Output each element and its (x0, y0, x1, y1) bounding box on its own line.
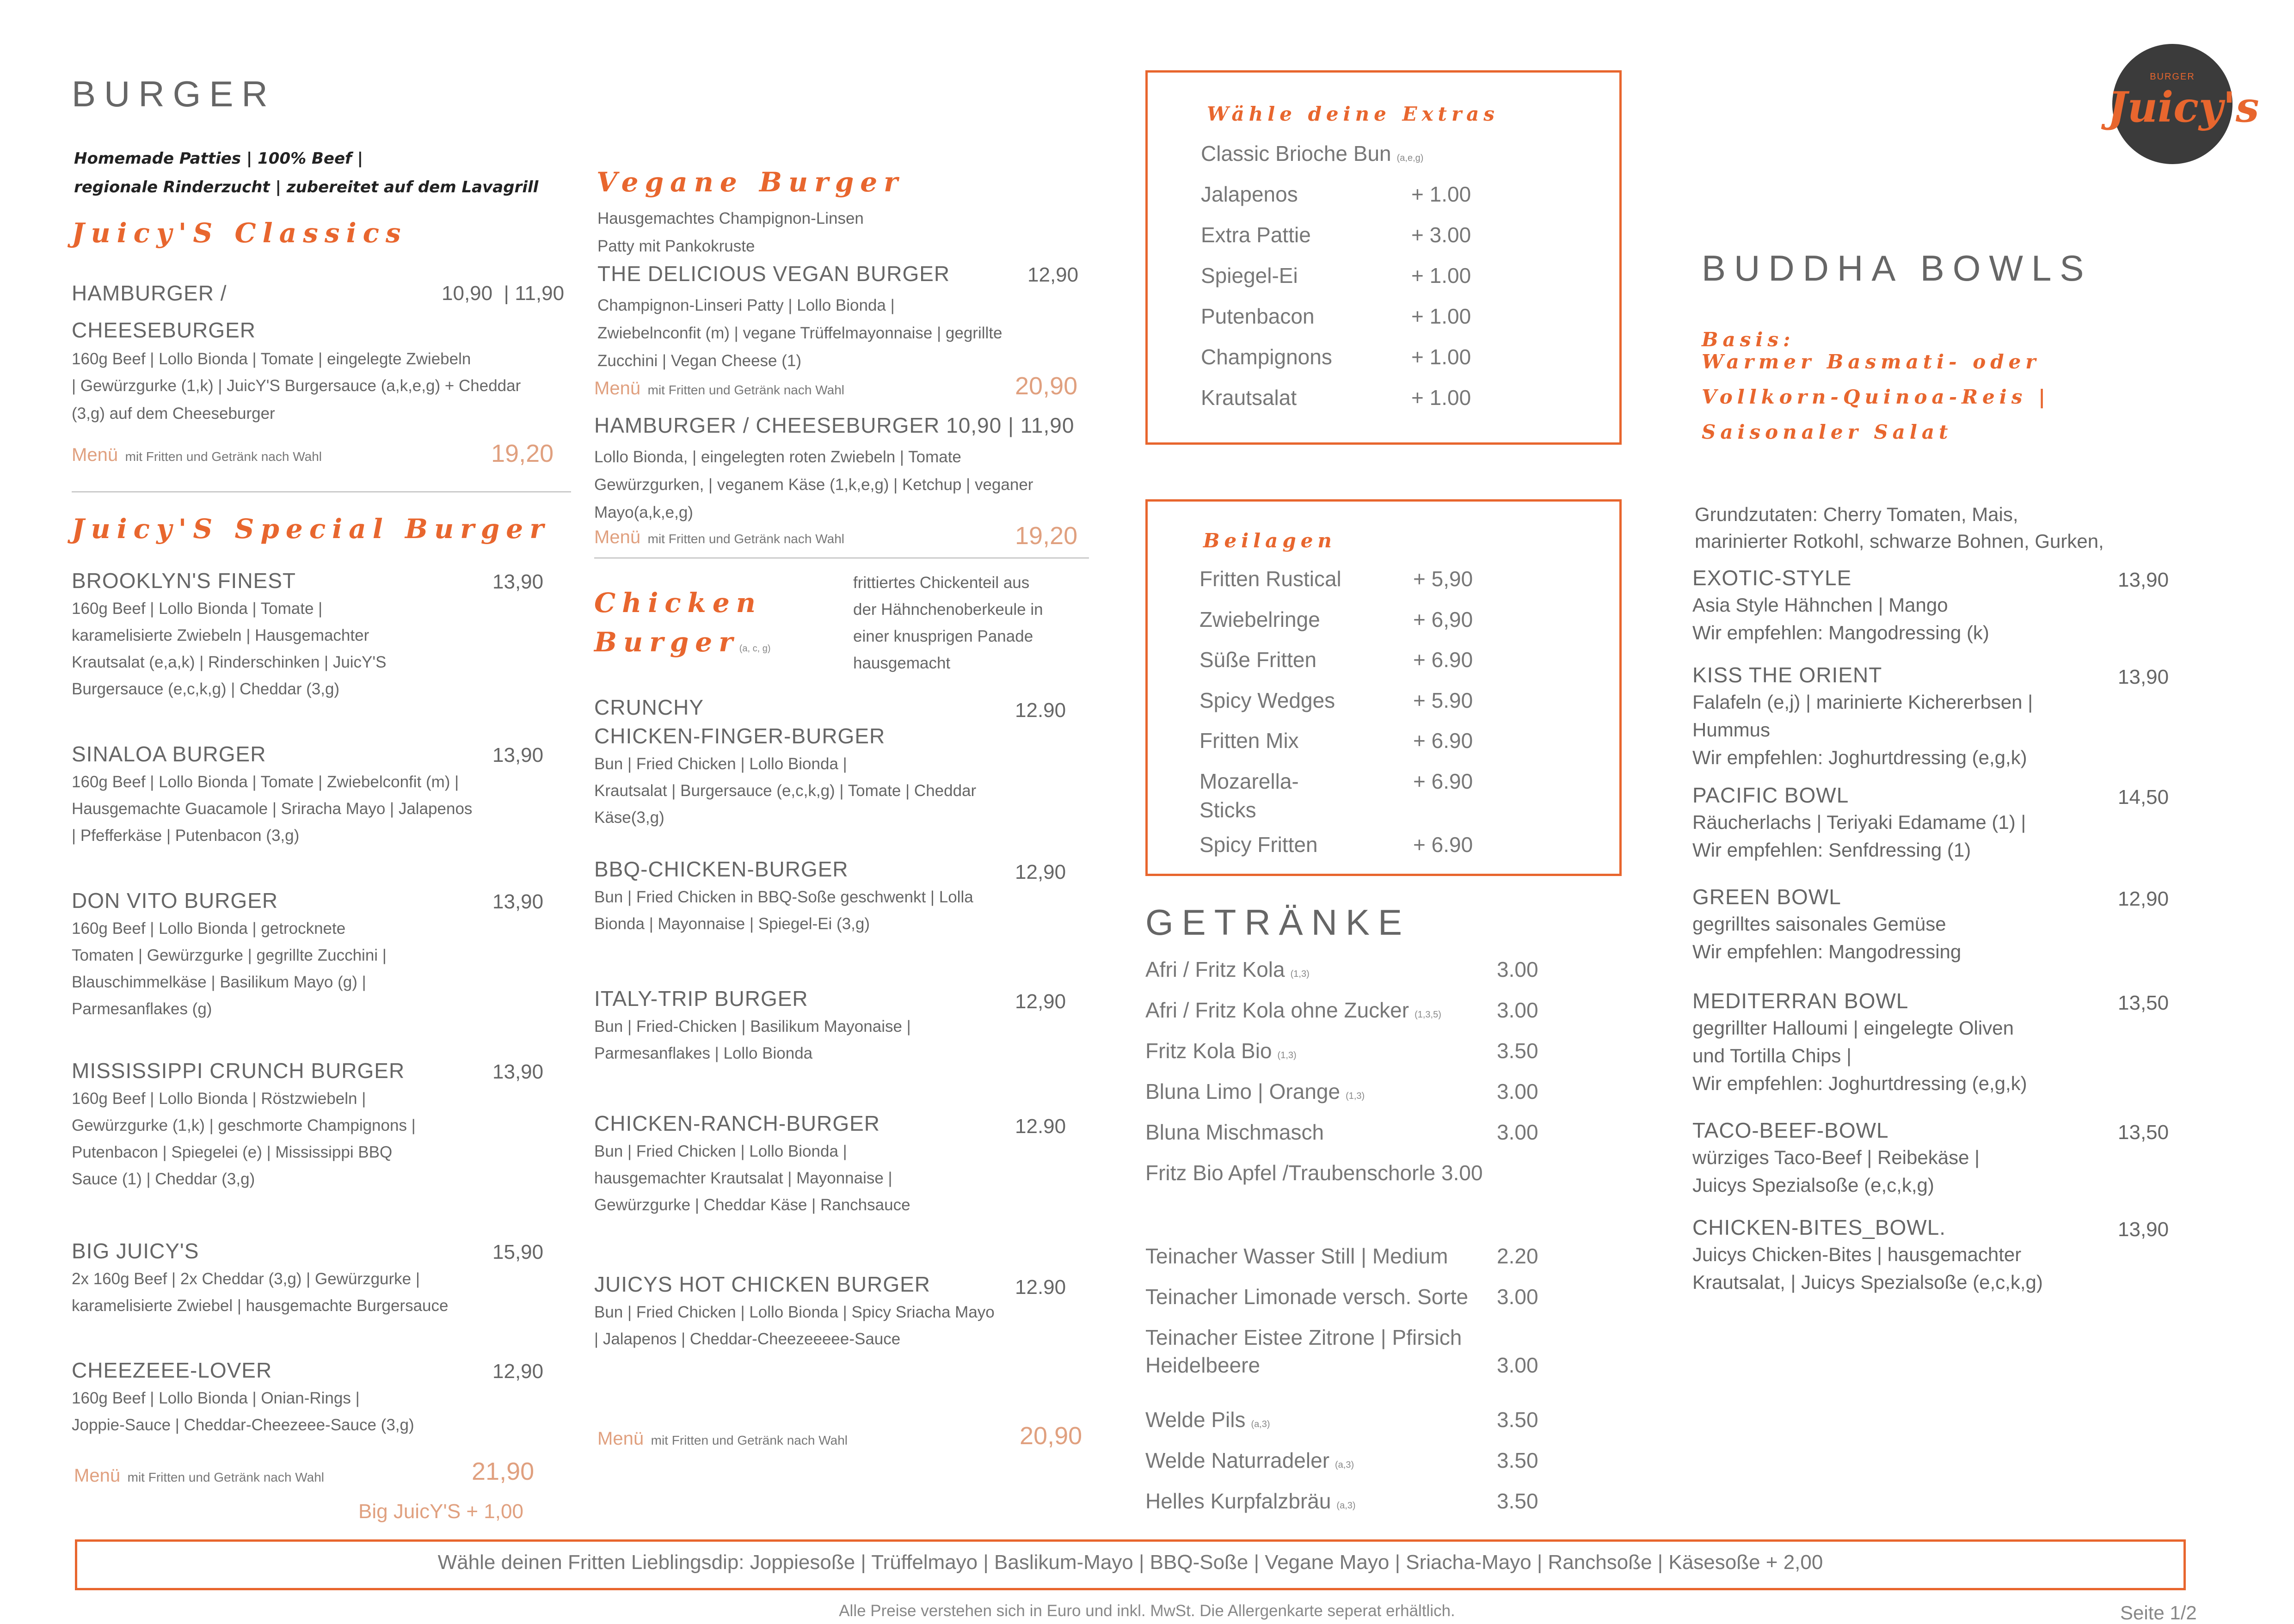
vegan-item-2-desc-1: Lollo Bionda, | eingelegten roten Zwiebeln | Tomate (594, 448, 961, 466)
getraenke-row-price: 3.00 (1497, 998, 1538, 1022)
beilagen-box (1145, 499, 1622, 876)
extras-box (1145, 70, 1622, 445)
bowl-item-desc: würziges Taco-Beef | Reibekäse | (1692, 1146, 1980, 1168)
beilagen-row-name: Süße Fritten (1199, 648, 1317, 672)
bowl-item-desc: Räucherlachs | Teriyaki Edamame (1) | (1692, 811, 2026, 833)
bowls-grund-1: Grundzutaten: Cherry Tomaten, Mais, (1695, 503, 2018, 525)
vegan-item-1-desc-3: Zucchini | Vegan Cheese (1) (597, 352, 802, 370)
chicken-item-name: BBQ-CHICKEN-BURGER (594, 857, 849, 881)
classic-menu-label: Menü (72, 445, 118, 465)
extras-row-name (1201, 344, 1332, 369)
logo-text: Juicy's (2108, 83, 2259, 132)
bowl-item-price: 14,50 (2118, 786, 2169, 809)
getraenke-row-label: Teinacher Limonade versch. Sorte (1145, 1285, 1469, 1309)
getraenke-row-sup: (a,3) (1336, 1501, 1356, 1511)
dip-bar-text: Wähle deinen Fritten Lieblingsdip: Joppiesoße | Trüffelmayo | Baslikum-Mayo | BBQ-Soße | Vegane Mayo | Sriacha-Mayo | Ranchsoße | Käsesoße + 2,00 (437, 1551, 1823, 1574)
special-menu-line (74, 1465, 324, 1486)
extras-row-price: + 1.00 (1411, 345, 1471, 369)
bowl-item-price: 13,50 (2118, 1121, 2169, 1144)
bowl-item-desc: Juicys Chicken-Bites | hausgemachter (1692, 1244, 2022, 1265)
getraenke-row-name (1145, 1407, 1270, 1432)
classic-menu-price: 19,20 (491, 440, 554, 467)
chicken-note-line: einer knusprigen Panade (853, 627, 1033, 645)
getraenke-row-name (1145, 957, 1310, 982)
special-menu-label: Menü (74, 1465, 121, 1486)
bowl-item-desc: Wir empfehlen: Joghurtdressing (e,g,k) (1692, 1072, 2027, 1094)
footer-note: Alle Preise verstehen sich in Euro und inkl. MwSt. Die Allergenkarte seperat erhältlich. (839, 1602, 1455, 1620)
extras-row-price: + 1.00 (1411, 304, 1471, 328)
vegan-item-1-desc-2: Zwiebelnconfit (m) | vegane Trüffelmayonnaise | gegrillte (597, 324, 1002, 342)
getraenke-row-label: Teinacher Wasser Still | Medium (1145, 1244, 1448, 1268)
vegan-menu-1-price: 20,90 (1015, 372, 1078, 400)
bowl-item-price: 13,90 (2118, 1218, 2169, 1241)
classic-name-1: HAMBURGER / (72, 281, 227, 305)
bowl-item-name: KISS THE ORIENT (1692, 663, 1882, 687)
vegan-item-1-desc-1: Champignon-Linseri Patty | Lollo Bionda | (597, 296, 895, 314)
getraenke-row-name (1145, 1079, 1365, 1104)
special-item-price: 13,90 (492, 744, 544, 766)
special-item-desc: 160g Beef | Lollo Bionda | getrocknete (72, 919, 346, 938)
special-item-name: SINALOA BURGER (72, 742, 266, 766)
getraenke-row-sup: (1,3) (1290, 969, 1310, 979)
special-item-desc: 2x 160g Beef | 2x Cheddar (3,g) | Gewürzgurke | (72, 1270, 420, 1288)
bowls-basis-2: Warmer Basmati- oder (1702, 350, 2041, 373)
beilagen-row-name: Spicy Wedges (1199, 688, 1335, 712)
page-number: Seite 1/2 (2120, 1602, 2197, 1624)
beilagen-row-name: Fritten Rustical (1199, 567, 1341, 591)
chicken-item-desc: Bun | Fried Chicken | Lollo Bionda | (594, 1142, 847, 1160)
getraenke-row-price: 3.50 (1497, 1408, 1538, 1432)
chicken-item-price: 12.90 (1015, 699, 1066, 722)
getraenke-row-name (1145, 1448, 1354, 1473)
bowl-item-name: GREEN BOWL (1692, 885, 1841, 909)
extras-row-name (1201, 385, 1297, 410)
bowl-item-desc: Hummus (1692, 719, 1771, 741)
special-item-desc: 160g Beef | Lollo Bionda | Onian-Rings | (72, 1389, 360, 1407)
classics-title: Juicy'S Classics (72, 217, 407, 249)
chicken-item-price: 12,90 (1015, 990, 1066, 1013)
bowl-item-name: TACO-BEEF-BOWL (1692, 1118, 1889, 1142)
special-item-name: BROOKLYN'S FINEST (72, 569, 296, 593)
extras-row-name (1201, 222, 1311, 247)
chicken-item-desc: hausgemachter Krautsalat | Mayonnaise | (594, 1169, 892, 1187)
extras-row-label: Champignons (1201, 345, 1332, 369)
big-juicys-extra: Big JuicY'S + 1,00 (358, 1500, 523, 1523)
special-item-desc: 160g Beef | Lollo Bionda | Tomate | (72, 600, 323, 618)
extras-row-name (1201, 304, 1315, 329)
getraenke-row-name (1145, 1160, 1483, 1185)
bowl-item-desc: Falafeln (e,j) | marinierte Kichererbsen | (1692, 691, 2033, 713)
beilagen-row-price: + 6.90 (1413, 729, 1473, 753)
beilagen-row-price: + 6.90 (1413, 769, 1473, 793)
beilagen-row-price: + 6.90 (1413, 833, 1473, 857)
extras-row-label: Krautsalat (1201, 386, 1297, 410)
chicken-item-price: 12.90 (1015, 1276, 1066, 1299)
special-item-price: 13,90 (492, 1060, 544, 1083)
bowl-item-desc: gegrillter Halloumi | eingelegte Oliven (1692, 1017, 2014, 1039)
vegan-menu-2-price: 19,20 (1015, 522, 1078, 550)
chicken-item-price: 12,90 (1015, 861, 1066, 883)
beilagen-row-name: Spicy Fritten (1199, 833, 1318, 857)
special-item-desc: Blauschimmelkäse | Basilikum Mayo (g) | (72, 973, 366, 991)
extras-row-price: + 3.00 (1411, 223, 1471, 247)
chicken-item-desc: Bun | Fried Chicken in BBQ-Soße geschwenkt | Lolla (594, 888, 973, 906)
chicken-item-price: 12.90 (1015, 1115, 1066, 1138)
getraenke-row-name (1145, 998, 1441, 1023)
special-item-desc: Krautsalat (e,a,k) | Rinderschinken | JuicY'S (72, 653, 387, 671)
extras-row-price: + 1.00 (1411, 264, 1471, 288)
bowl-item-price: 12,90 (2118, 888, 2169, 910)
getraenke-row-name (1145, 1489, 1356, 1514)
extras-row-label: Putenbacon (1201, 304, 1315, 328)
vegan-menu-2-label: Menü (594, 527, 641, 547)
bowl-item-name: EXOTIC-STYLE (1692, 566, 1852, 590)
getraenke-row-label: Fritz Bio Apfel /Traubenschorle 3.00 (1145, 1161, 1483, 1185)
special-item-desc: Parmesanflakes (g) (72, 1000, 212, 1018)
bowls-basis-3: Vollkorn-Quinoa-Reis | (1702, 386, 2050, 408)
bowl-item-desc: Wir empfehlen: Joghurtdressing (e,g,k) (1692, 747, 2027, 768)
chicken-item-desc: Krautsalat | Burgersauce (e,c,k,g) | Tomate | Cheddar (594, 782, 977, 800)
bowl-item-desc: Krautsalat, | Juicys Spezialsoße (e,c,k,g) (1692, 1271, 2043, 1293)
getraenke-row-sup: (1,3) (1277, 1050, 1297, 1060)
bowl-item-name: CHICKEN-BITES_BOWL. (1692, 1215, 1946, 1239)
bowl-item-desc: und Tortilla Chips | (1692, 1045, 1851, 1066)
chicken-item-desc: Bun | Fried Chicken | Lollo Bionda | (594, 755, 847, 773)
extras-row-price: + 1.00 (1411, 386, 1471, 410)
special-item-desc: Hausgemachte Guacamole | Sriracha Mayo | Jalapenos (72, 800, 473, 818)
special-item-desc: 160g Beef | Lollo Bionda | Tomate | Zwiebelconfit (m) | (72, 773, 459, 791)
beilagen-row-name: Fritten Mix (1199, 729, 1299, 753)
chicken-item-desc: Käse(3,g) (594, 809, 664, 827)
getraenke-row-price: 3.50 (1497, 1489, 1538, 1513)
dip-bar (75, 1539, 2186, 1590)
special-item-desc: | Pfefferkäse | Putenbacon (3,g) (72, 827, 300, 845)
beilagen-row-price: + 6.90 (1413, 648, 1473, 672)
special-item-desc: Sauce (1) | Cheddar (3,g) (72, 1170, 255, 1188)
beilagen-row-price: + 5,90 (1413, 567, 1473, 591)
special-item-price: 13,90 (492, 570, 544, 593)
chicken-note-line: frittiertes Chickenteil aus (853, 574, 1030, 592)
getraenke-row-label: Bluna Mischmasch (1145, 1120, 1324, 1144)
classic-price: 10,90 | 11,90 (442, 282, 565, 305)
vegan-title: Vegane Burger (597, 166, 904, 198)
logo-small-text: BURGER (2150, 72, 2195, 82)
classic-desc-3: (3,g) auf dem Cheeseburger (72, 404, 275, 423)
special-menu-text: mit Fritten und Getränk nach Wahl (127, 1470, 324, 1484)
extras-row-name (1201, 263, 1298, 288)
special-item-desc: Burgersauce (e,c,k,g) | Cheddar (3,g) (72, 680, 340, 698)
getraenke-row-price: 3.00 (1497, 1353, 1538, 1377)
vegan-item-2-desc-3: Mayo(a,k,e,g) (594, 503, 693, 521)
getraenke-row-label: Afri / Fritz Kola ohne Zucker (1145, 998, 1409, 1022)
chicken-item-desc: Bun | Fried-Chicken | Basilikum Mayonaise | (594, 1017, 911, 1036)
getraenke-row-sup: (a,3) (1335, 1460, 1354, 1470)
getraenke-row-name (1145, 1325, 1462, 1350)
extras-row-label: Extra Pattie (1201, 223, 1311, 247)
vegan-item-2-desc-2: Gewürzgurken, | veganem Käse (1,k,e,g) | Ketchup | veganer (594, 476, 1033, 494)
vegan-intro-1: Hausgemachtes Champignon-Linsen (597, 209, 864, 227)
vegan-menu-1-text: mit Fritten und Getränk nach Wahl (647, 383, 844, 397)
chicken-menu-text: mit Fritten und Getränk nach Wahl (651, 1433, 848, 1447)
vegan-item-1-name: THE DELICIOUS VEGAN BURGER (597, 262, 950, 286)
bowls-title: BUDDHA BOWLS (1702, 248, 2092, 288)
chicken-item-desc: Parmesanflakes | Lollo Bionda (594, 1044, 813, 1062)
getraenke-row-name (1145, 1284, 1468, 1309)
extras-row-label: Classic Brioche Bun (1201, 141, 1391, 165)
chicken-item-desc: Bun | Fried Chicken | Lollo Bionda | Spicy Sriacha Mayo (594, 1303, 995, 1321)
getraenke-row-name (1145, 1244, 1448, 1269)
vegan-menu-2-line (594, 527, 844, 548)
classic-divider (72, 491, 571, 492)
getraenke-row-label: Afri / Fritz Kola (1145, 957, 1285, 981)
chicken-item-desc: Gewürzgurke | Cheddar Käse | Ranchsauce (594, 1196, 910, 1214)
beilagen-row-name: Sticks (1199, 798, 1256, 822)
getraenke-row-price: 2.20 (1497, 1244, 1538, 1268)
beilagen-row-price: + 6,90 (1413, 607, 1473, 631)
chicken-menu-label: Menü (597, 1428, 644, 1449)
special-item-name: MISSISSIPPI CRUNCH BURGER (72, 1059, 405, 1083)
burger-intro-1: Homemade Patties | 100% Beef | (74, 149, 363, 168)
bowls-grund-2: marinierter Rotkohl, schwarze Bohnen, Gurken, (1695, 530, 2104, 552)
extras-title: Wähle deine Extras (1207, 103, 1499, 125)
getraenke-row-name (1145, 1038, 1297, 1063)
beilagen-row-name: Zwiebelringe (1199, 607, 1320, 631)
chicken-note-line: der Hähnchenoberkeule in (853, 601, 1043, 619)
classic-desc-2: | Gewürzgurke (1,k) | JuicY'S Burgersauce (a,k,e,g) + Cheddar (72, 377, 521, 395)
chicken-item-name: CRUNCHY (594, 695, 704, 719)
bowls-basis-4: Saisonaler Salat (1702, 421, 1953, 443)
vegan-item-1-price: 12,90 (1027, 264, 1079, 286)
special-item-desc: karamelisierte Zwiebel | hausgemachte Burgersauce (72, 1297, 449, 1315)
getraenke-row-name (1145, 1353, 1260, 1378)
special-item-name: CHEEZEEE-LOVER (72, 1358, 272, 1382)
chicken-title-1: Chicken (594, 587, 762, 619)
bowl-item-price: 13,50 (2118, 992, 2169, 1014)
classic-desc-1: 160g Beef | Lollo Bionda | Tomate | eingelegte Zwiebeln (72, 350, 471, 368)
chicken-menu-price: 20,90 (1020, 1422, 1082, 1450)
getraenke-row-label: Heidelbeere (1145, 1353, 1261, 1377)
chicken-title-2 (594, 626, 771, 658)
chicken-note-line: hausgemacht (853, 654, 951, 672)
bowl-item-price: 13,90 (2118, 569, 2169, 591)
getraenke-row-label: Welde Pils (1145, 1408, 1246, 1432)
getraenke-row-label: Helles Kurpfalzbräu (1145, 1489, 1331, 1513)
getraenke-row-sup: (a,3) (1251, 1419, 1270, 1429)
classic-menu-line (72, 445, 322, 466)
bowl-item-name: MEDITERRAN BOWL (1692, 989, 1909, 1013)
getraenke-row-sup: (1,3) (1346, 1091, 1365, 1101)
bowl-item-name: PACIFIC BOWL (1692, 783, 1849, 807)
extras-row-sup: (a,e,g) (1396, 153, 1424, 163)
extras-row-name (1201, 141, 1423, 166)
special-item-desc: karamelisierte Zwiebeln | Hausgemachter (72, 626, 369, 644)
chicken-item-name-2: CHICKEN-FINGER-BURGER (594, 724, 886, 748)
getraenke-row-price: 3.00 (1497, 1120, 1538, 1144)
chicken-item-desc: | Jalapenos | Cheddar-Cheezeeeee-Sauce (594, 1330, 901, 1348)
special-item-price: 12,90 (492, 1360, 544, 1383)
classic-menu-text: mit Fritten und Getränk nach Wahl (125, 449, 322, 464)
getraenke-row-price: 3.00 (1497, 1079, 1538, 1103)
special-item-desc: Putenbacon | Spiegelei (e) | Mississippi BBQ (72, 1143, 393, 1161)
vegan-menu-1-line (594, 378, 844, 399)
extras-row-label: Spiegel-Ei (1201, 264, 1298, 288)
special-item-desc: Tomaten | Gewürzgurke | gegrillte Zucchini | (72, 946, 387, 964)
chicken-menu-line (597, 1428, 848, 1449)
special-item-desc: 160g Beef | Lollo Bionda | Röstzwiebeln | (72, 1090, 366, 1108)
beilagen-row-price: + 5.90 (1413, 688, 1473, 712)
chicken-item-name: JUICYS HOT CHICKEN BURGER (594, 1272, 931, 1296)
special-item-desc: Joppie-Sauce | Cheddar-Cheezeee-Sauce (3,g) (72, 1416, 414, 1434)
burger-title: BURGER (72, 74, 276, 114)
getraenke-row-price: 3.00 (1497, 1285, 1538, 1309)
special-item-price: 15,90 (492, 1241, 544, 1263)
getraenke-row-price: 3.00 (1497, 957, 1538, 981)
bowl-item-price: 13,90 (2118, 666, 2169, 688)
bowl-item-desc: gegrilltes saisonales Gemüse (1692, 913, 1946, 935)
extras-row-price: + 1.00 (1411, 182, 1471, 206)
logo (2108, 44, 2259, 164)
getraenke-row-label: Fritz Kola Bio (1145, 1039, 1272, 1063)
special-menu-price: 21,90 (472, 1458, 535, 1485)
getraenke-title: GETRÄNKE (1145, 902, 1411, 943)
bowls-basis-1: Basis: (1702, 328, 1795, 351)
vegan-item-2-name: HAMBURGER / CHEESEBURGER 10,90 | 11,90 (594, 413, 1075, 437)
classic-name-2: CHEESEBURGER (72, 318, 256, 342)
beilagen-title: Beilagen (1203, 529, 1336, 552)
getraenke-row-label: Welde Naturradeler (1145, 1448, 1330, 1472)
special-item-price: 13,90 (492, 890, 544, 913)
getraenke-row-label: Bluna Limo | Orange (1145, 1079, 1341, 1103)
chicken-item-name: ITALY-TRIP BURGER (594, 987, 808, 1011)
getraenke-row-label: Teinacher Eistee Zitrone | Pfirsich (1145, 1325, 1462, 1349)
special-item-name: DON VITO BURGER (72, 889, 278, 913)
special-item-desc: Gewürzgurke (1,k) | geschmorte Champignons | (72, 1116, 416, 1134)
vegan-intro-2: Patty mit Pankokruste (597, 237, 755, 255)
getraenke-row-sup: (1,3,5) (1415, 1010, 1441, 1020)
beilagen-row-name: Mozarella- (1199, 769, 1299, 793)
vegan-menu-2-text: mit Fritten und Getränk nach Wahl (647, 532, 844, 546)
chicken-item-desc: Bionda | Mayonnaise | Spiegel-Ei (3,g) (594, 915, 870, 933)
getraenke-row-price: 3.50 (1497, 1448, 1538, 1472)
extras-row-label: Jalapenos (1201, 182, 1298, 206)
special-title: Juicy'S Special Burger (72, 513, 550, 545)
bowl-item-desc: Wir empfehlen: Mangodressing (1692, 941, 1962, 962)
bowl-item-desc: Juicys Spezialsoße (e,c,k,g) (1692, 1174, 1934, 1196)
bowl-item-desc: Wir empfehlen: Senfdressing (1) (1692, 839, 1971, 861)
getraenke-row-price: 3.50 (1497, 1039, 1538, 1063)
chicken-item-name: CHICKEN-RANCH-BURGER (594, 1111, 880, 1135)
extras-row-name (1201, 182, 1298, 207)
chicken-title-sup: (a, c, g) (739, 643, 771, 654)
bowl-item-desc: Wir empfehlen: Mangodressing (k) (1692, 622, 1989, 643)
burger-intro-2: regionale Rinderzucht | zubereitet auf dem Lavagrill (74, 178, 539, 196)
bowl-item-desc: Asia Style Hähnchen | Mango (1692, 594, 1948, 616)
vegan-menu-1-label: Menü (594, 378, 641, 398)
getraenke-row-name (1145, 1120, 1324, 1145)
chicken-title-2-text: Burger (594, 626, 739, 658)
special-item-name: BIG JUICY'S (72, 1239, 199, 1263)
